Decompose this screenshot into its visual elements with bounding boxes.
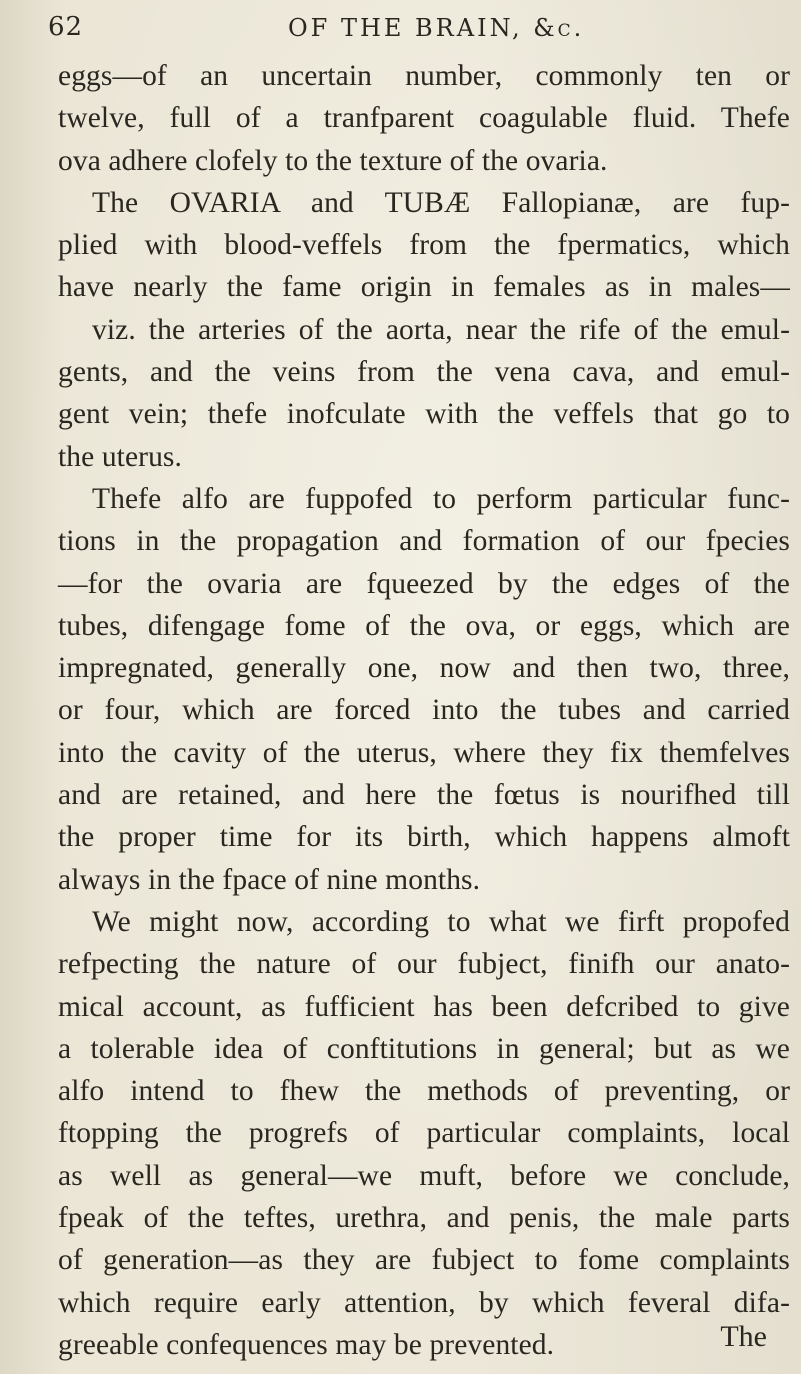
running-title: OF THE BRAIN, &c. [288,14,585,42]
text-line: alfo intend to fhew the methods of preventing, or [58,1075,790,1108]
text-line: eggs—of an uncertain number, commonly ten or [58,60,790,92]
page-number: 62 [48,12,84,42]
running-head [48,6,778,46]
body-text [58,55,790,1366]
text-line: fpeak of the teftes, urethra, and penis, the male parts [58,1202,790,1235]
text-line: —for the ovaria are fqueezed by the edges of the [58,567,790,600]
text-line: twelve, full of a tranfparent coagulable fluid. Thefe [58,102,790,135]
text-line: mical account, as fufficient has been defcribed to give [58,990,790,1023]
text-line: ftopping the progrefs of particular complaints, local [58,1117,790,1150]
catchword: The [720,1320,767,1353]
text-line: plied with blood-veffels from the fpermatics, which [58,229,790,262]
text-line: tubes, difengage fome of the ova, or eggs, which are [58,609,790,642]
text-line: refpecting the nature of our fubject, finifh our anato- [58,948,790,981]
text-line: We might now, according to what we firft propofed [92,905,790,938]
text-line: The OVARIA and TUBÆ Fallopianæ, are fup- [92,186,790,219]
text-line: which require early attention, by which feveral difa- [58,1286,790,1319]
text-line: tions in the propagation and formation of our fpecies [58,525,790,558]
text-line: always in the fpace of nine months. [58,863,481,896]
text-line: the proper time for its birth, which happens almoft [58,821,790,854]
text-line: as well as general—we muft, before we conclude, [58,1159,790,1192]
text-line: gent vein; thefe inofculate with the veffels that go to [58,398,790,431]
text-line: impregnated, generally one, now and then two, three, [58,652,790,685]
text-line: Thefe alfo are fuppofed to perform particular func- [92,482,790,515]
text-line: ova adhere clofely to the texture of the ovaria. [58,144,608,177]
text-line: greeable confequences may be prevented. [58,1328,555,1361]
text-line: a tolerable idea of conftitutions in general; but as we [58,1032,790,1065]
text-line: into the cavity of the uterus, where they fix themfelves [58,736,790,769]
text-line: of generation—as they are fubject to fome complaints [58,1244,790,1277]
text-line: and are retained, and here the fœtus is nourifhed till [58,779,790,812]
text-line: gents, and the veins from the vena cava, and emul- [58,356,790,389]
text-line: viz. the arteries of the aorta, near the rife of the emul- [92,313,790,346]
text-line: or four, which are forced into the tubes and carried [58,694,790,727]
text-line: the uterus. [58,440,182,473]
text-line: have nearly the fame origin in females as in males— [58,271,790,304]
